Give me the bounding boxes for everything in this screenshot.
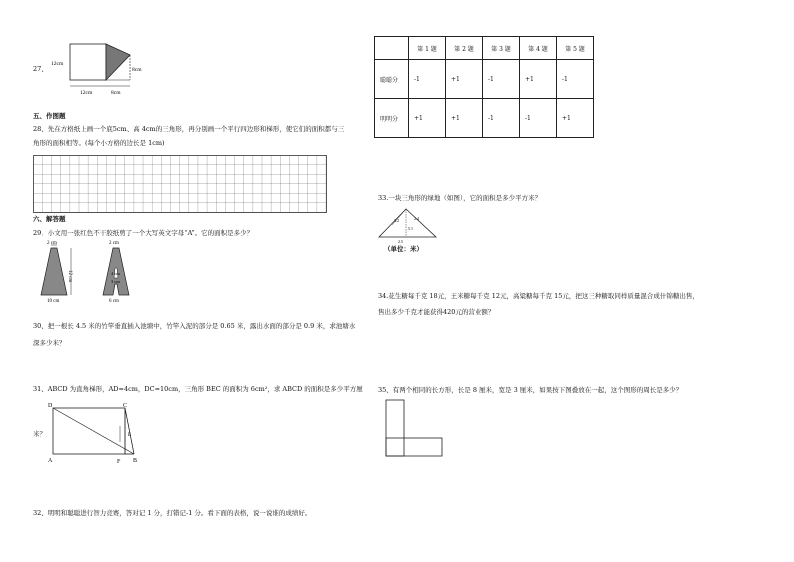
table-cell: -1	[557, 60, 594, 99]
table-row	[375, 99, 594, 138]
q27-label-h-right: 8cm	[132, 67, 142, 73]
q27-number: 27、	[33, 65, 48, 73]
q28-line2: 角形的面积相等。(每个小方格的边长是 1cm)	[33, 139, 165, 147]
q34-line2: 售出多少千克才能获得420元的营业额？	[378, 308, 495, 316]
q33-label-a: 3.2	[394, 218, 399, 223]
table-cell: +1	[557, 99, 594, 138]
q27-label-w2: 8cm	[111, 90, 121, 96]
q29-figure	[33, 240, 163, 304]
table-header-cell: 第 1 题	[409, 37, 446, 60]
q30-line2: 深多少米？	[33, 339, 66, 347]
q31-pt-D: D	[48, 403, 53, 409]
q29-text: 29．小文用一张红色不干胶纸剪了一个大写英文字母“A”。它的面积是多少？	[33, 229, 254, 237]
q31-pt-E: E	[128, 433, 132, 438]
q31-pt-A: A	[48, 458, 53, 464]
q29-label-top2: 2 cm	[109, 241, 119, 246]
q33-text: 33.一块三角形的绿地（如图），它的面积是多少平方米？	[378, 194, 542, 202]
q31-pt-F: F	[117, 459, 121, 465]
table-row	[375, 60, 594, 99]
q29-label-mid2: 3 cm	[111, 279, 120, 284]
table-header-cell: 第 5 题	[557, 37, 594, 60]
q27-label-w1: 12cm	[80, 90, 93, 96]
q27-figure	[50, 38, 160, 98]
score-table	[374, 36, 594, 138]
table-row-label: 聪聪分	[375, 60, 409, 99]
q35-figure	[382, 398, 452, 460]
q34-line1: 34.花生糖每千克 18元，王米糖每千克 12元，高粱糖每千克 15元，把这三种糖取同样质量混合成什锦糖出售，	[378, 292, 699, 300]
table-header-cell: 第 3 题	[483, 37, 520, 60]
table-cell: +1	[409, 99, 446, 138]
q33-label-c: 5.1	[408, 226, 413, 231]
q31-pt-B: B	[133, 458, 138, 464]
table-cell: -1	[409, 60, 446, 99]
q30-line1: 30、把一根长 4.5 米的竹竿垂直插入池塘中，竹竿入泥的部分是 0.65 米，露出水面的部分是 0.9 米，求池塘水	[33, 322, 356, 330]
q33-figure	[374, 205, 444, 245]
q31-pt-C: C	[123, 403, 128, 409]
q29-label-bottom1: 10 cm	[47, 299, 60, 304]
q27-label-h-left: 12cm	[51, 61, 64, 67]
table-cell: -1	[520, 99, 557, 138]
q35-text: 35、有两个相同的长方形，长是 8 厘米，宽是 3 厘米，如果按下图叠放在一起，这个图形的周长是多少？	[378, 386, 683, 394]
q33-unit: （单位：米）	[384, 245, 423, 253]
table-header-cell: 第 2 题	[446, 37, 483, 60]
q29-label-bottom2: 6 cm	[109, 299, 119, 304]
table-cell: -1	[483, 99, 520, 138]
q31-figure	[44, 398, 154, 468]
q31-line1: 31、ABCD 为直角梯形，AD=4cm，DC=10cm，三角形 BEC 的面积为 6cm²，求 ABCD 的面积是多少平方厘	[33, 385, 363, 393]
score-table-header	[375, 37, 594, 60]
table-header-cell: 第 4 题	[520, 37, 557, 60]
section-5-title: 五、作图题	[33, 112, 66, 120]
q29-label-top1: 2 cm	[47, 241, 57, 246]
table-row-label: 明明分	[375, 99, 409, 138]
q32-text: 32、明明和聪聪进行智力竞赛，答对记 1 分，打错记-1 分。看下面的表格，说一说谁的成绩好。	[33, 509, 312, 517]
table-cell: +1	[446, 99, 483, 138]
table-cell: +1	[446, 60, 483, 99]
section-6-title: 六、解答题	[33, 215, 66, 223]
q31-line2: 米？	[33, 430, 46, 438]
q28-grid	[33, 155, 331, 213]
q29-label-mid: 4 cm	[111, 271, 120, 276]
q33-label-d: 2.5	[398, 239, 403, 244]
q29-label-side: 12 cm	[67, 270, 72, 283]
table-cell: +1	[520, 60, 557, 99]
table-header-cell	[375, 37, 409, 60]
q33-label-b: 2.4	[414, 216, 419, 221]
table-cell: -1	[483, 60, 520, 99]
q28-line1: 28、先在方格纸上画一个底5cm、高 4cm的三角形，再分别画一个平行四边形和梯形，使它们的面积都与三	[33, 125, 345, 133]
